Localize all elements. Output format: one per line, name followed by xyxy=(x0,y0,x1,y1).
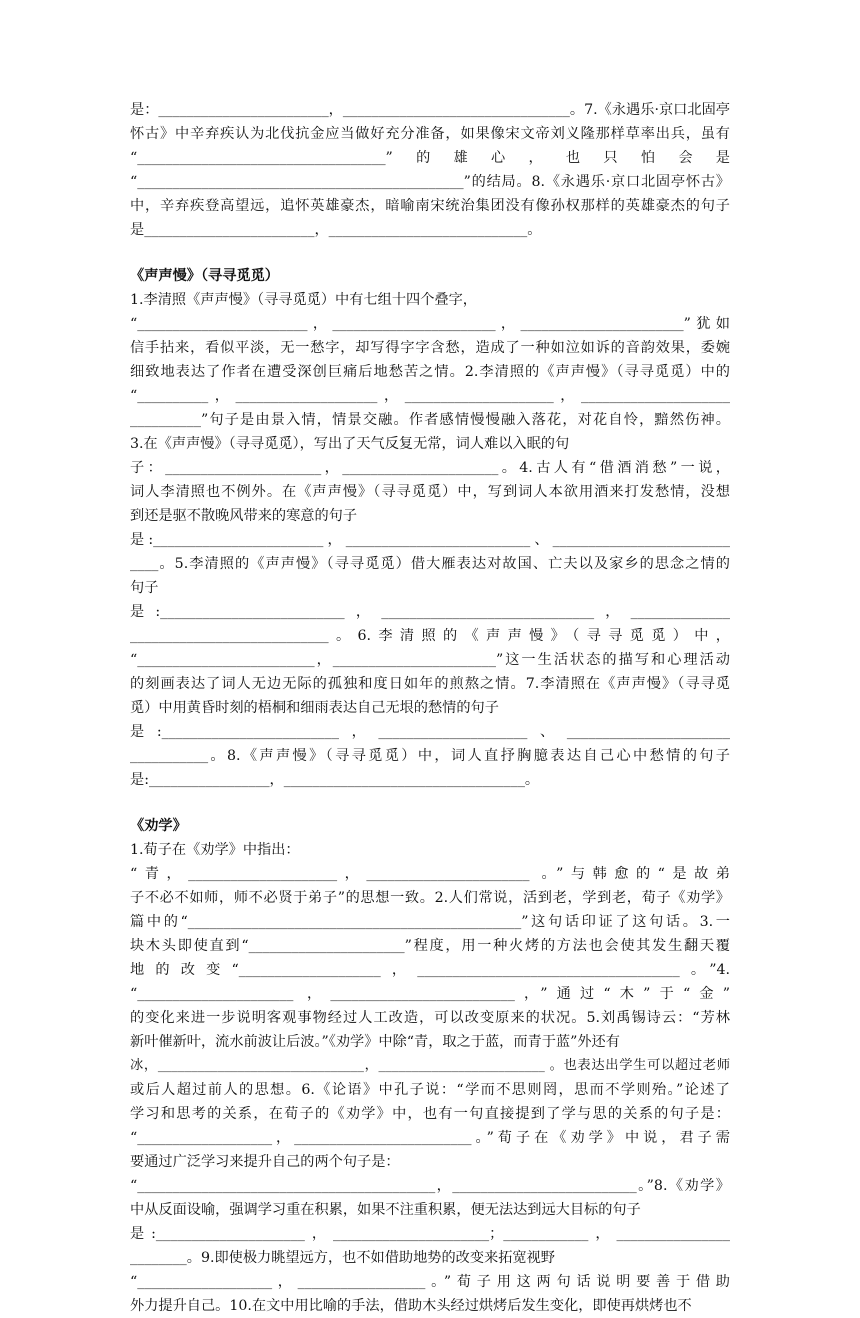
text-line: 是________________________，____________________________。 xyxy=(130,222,542,238)
text-line: 是:__________________________，______________________________，______________ xyxy=(130,604,730,620)
text-line: 的变化来进一步说明客观事物经过人工改造，可以改变原来的状况。5.刘禹锡诗云：“芳林 xyxy=(130,1010,730,1026)
text-line: 新叶催新叶，流水前波让后波。”《劝学》中除“青，取之于蓝，而青于蓝”外还有 xyxy=(130,1034,620,1050)
text-line: 地的改变“____________________，_____________________________________。”4. xyxy=(130,962,730,978)
text-line: 3.在《声声慢》（寻寻觅觅），写出了天气反复无常，词人难以入眠的句 xyxy=(130,436,570,452)
text-line: 是:________________________，__________________________、_________________________ xyxy=(130,532,730,548)
text-line: 怀古》中辛弃疾认为北伐抗金应当做好充分准备，如果像宋文帝刘义隆那样草率出兵，虽有 xyxy=(130,126,730,142)
text-line: 信手拈来，看似平淡，无一愁字，却写得字字含愁，造成了一种如泣如诉的音韵效果，委婉 xyxy=(130,340,730,356)
section-heading-shengshengman: 《声声慢》（寻寻觅觅） xyxy=(130,268,279,284)
text-line: ________。9.即使极力眺望远方，也不如借助地势的改变来拓宽视野 xyxy=(130,1250,555,1266)
text-line: __________”句子是由景入情，情景交融。作者感情慢慢融入落花，对花自怜，黯然伤神。 xyxy=(130,412,730,428)
text-line: “青，_____________________，_______________________ 。”与韩愈的“是故弟 xyxy=(130,866,730,882)
text-line: 1.荀子在《劝学》中指出： xyxy=(130,842,300,858)
text-line: “__________________________________________，__________________________。”8.《劝学》 xyxy=(130,1178,730,1194)
text-line: “______________________________________________”的结局。8.《永遇乐·京口北固亭怀古》 xyxy=(130,174,730,190)
text-line: “_________________________，_______________________”这一生活状态的描写和心理活动 xyxy=(130,652,730,668)
text-line: “________________________，_______________________，_______________________”犹如 xyxy=(130,316,730,332)
text-line: “___________________________________”的雄心，也只怕会是 xyxy=(130,150,730,166)
text-line: 是:_________________________，_____________________、_______________________ xyxy=(130,724,730,740)
text-line: 是:_________________，__________________________________。 xyxy=(130,772,540,788)
text-line: 的刻画表达了词人无边无际的孤独和度日如年的煎熬之情。7.李清照在《声声慢》（寻寻觅 xyxy=(130,676,730,692)
text-line: “___________________，_________________________。”荀子在《劝学》中说，君子需 xyxy=(130,1130,730,1146)
text-line: 篇中的“_______________________________________________”这句话印证了这句话。3.一 xyxy=(130,914,730,930)
text-line: 是:_____________________，______________________；____________，________________ xyxy=(130,1226,730,1242)
text-line: ___________。8.《声声慢》（寻寻觅觅）中，词人直抒胸臆表达自己心中愁情的句子 xyxy=(130,748,730,764)
text-line: 细致地表达了作者在遭受深创巨痛后地愁苦之情。2.李清照的《声声慢》（寻寻觅觅）中的 xyxy=(130,364,730,380)
text-line: 中从反面设喻，强调学习重在积累，如果不注重积累，便无法达到远大目标的句子 xyxy=(130,1202,641,1218)
section-yongyule xyxy=(130,98,730,242)
section-heading-quanxue: 《劝学》 xyxy=(130,818,187,834)
text-line: 块木头即使直到“______________________”程度，用一种火烤的方法也会使其发生翻天覆 xyxy=(130,938,730,954)
text-line: 要通过广泛学习来提升自己的两个句子是： xyxy=(130,1154,400,1170)
section-gap xyxy=(130,242,730,264)
text-line: 觅）中用黄昏时刻的梧桐和细雨表达自己无垠的愁情的句子 xyxy=(130,700,499,716)
text-line: 句子 xyxy=(130,580,159,596)
text-line: 冰，_______________________________，_________________________ 。也表达出学生可以超过老师 xyxy=(130,1058,730,1073)
text-line: 或后人超过前人的思想。6.《论语》中孔子说：“学而不思则罔，思而不学则殆。”论述了 xyxy=(130,1082,730,1098)
text-line: “__________，____________________，_____________________，_____________________ xyxy=(130,388,730,404)
text-line: 学习和思考的关系，在荀子的《劝学》中，也有一句直接提到了学与思的关系的句子是： xyxy=(130,1106,730,1122)
text-line: ____。5.李清照的《声声慢》（寻寻觅觅）借大雁表达对故国、亡夫以及家乡的思念之情的 xyxy=(130,556,730,572)
text-line: 中，辛弃疾登高望远，追怀英雄豪杰，暗喻南宋统治集团没有像孙权那样的英雄豪杰的句子 xyxy=(130,198,730,214)
text-line: ____________________________。6.李清照的《声声慢》（寻寻觅觅）中， xyxy=(130,628,730,644)
text-line: 子：______________________，______________________。4.古人有“借酒消愁”一说， xyxy=(130,460,730,476)
text-line: “___________________，__________________。”荀子用这两句话说明要善于借助 xyxy=(130,1274,730,1290)
text-line: 子不必不如师，师不必贤于弟子”的思想一致。2.人们常说，活到老，学到老，荀子《劝学》 xyxy=(130,890,730,906)
text-line: 1.李清照《声声慢》（寻寻觅觅）中有七组十四个叠字， xyxy=(130,292,477,308)
document-page xyxy=(130,98,730,1318)
section-gap xyxy=(130,792,730,814)
text-line: 外力提升自己。10.在文中用比喻的手法，借助木头经过烘烤后发生变化，即使再烘烤也不 xyxy=(130,1298,692,1314)
text-line: “______________________ ，__________________________，”通过“木”于“金” xyxy=(130,986,730,1002)
text-line: 是：________________________，________________________________。7.《永遇乐·京口北固亭 xyxy=(130,102,730,118)
text-line: 到还是驱不散晚风带来的寒意的句子 xyxy=(130,508,358,524)
text-line: 词人李清照也不例外。在《声声慢》（寻寻觅觅）中，写到词人本欲用酒来打发愁情，没想 xyxy=(130,484,730,500)
section-shengshengman xyxy=(130,288,730,792)
section-quanxue xyxy=(130,838,730,1318)
